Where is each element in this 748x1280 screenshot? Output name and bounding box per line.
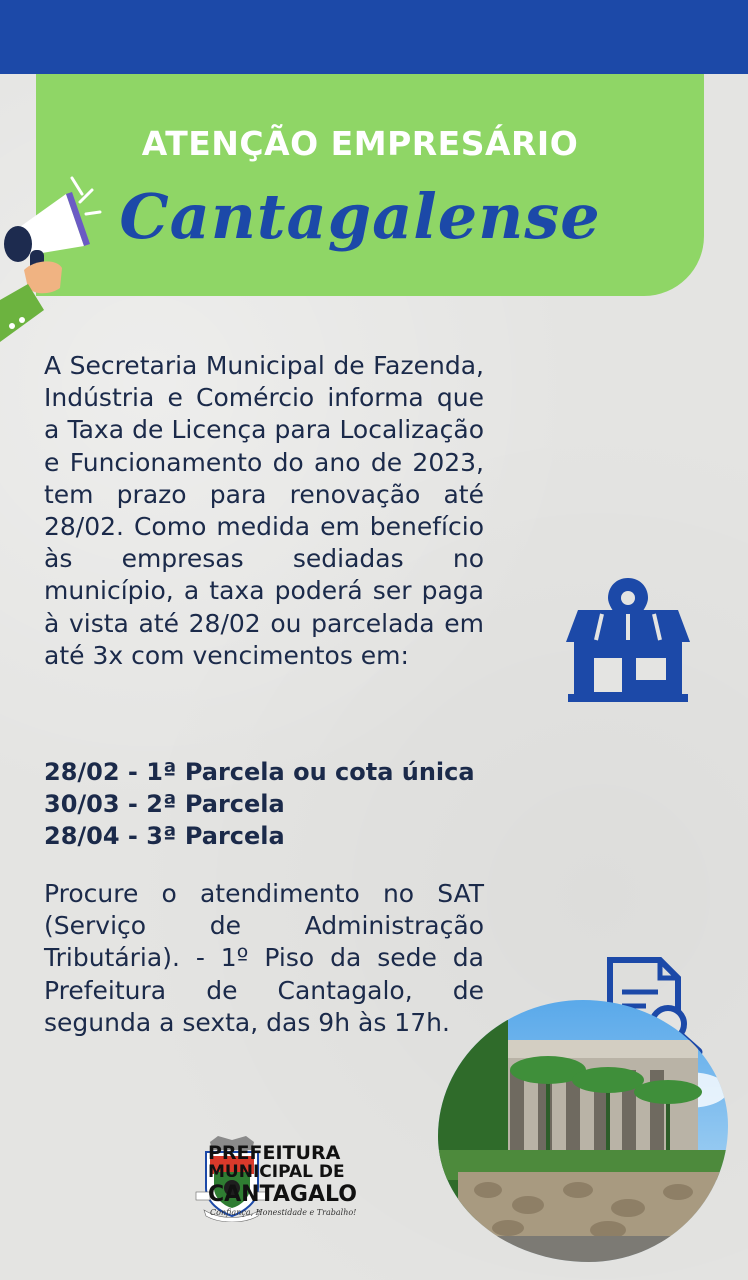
top-bar [0, 0, 748, 74]
header-title: ATENÇÃO EMPRESÁRIO [141, 124, 579, 163]
city-hall-photo [438, 1000, 728, 1262]
logo-motto: Confiança, Honestidade e Trabalho! [210, 1208, 357, 1217]
logo-text-line1: PREFEITURA [208, 1142, 341, 1164]
logo-text-line2: MUNICIPAL DE [208, 1162, 345, 1182]
logo-text-line3: CANTAGALO [208, 1182, 357, 1207]
installment-item: 28/02 - 1ª Parcela ou cota única [44, 758, 475, 786]
installment-item: 28/04 - 3ª Parcela [44, 822, 285, 850]
megaphone-icon [0, 172, 110, 362]
store-location-icon [566, 576, 694, 704]
header-subtitle: Cantagalense [119, 180, 601, 253]
body-paragraph: A Secretaria Municipal de Fazenda, Indústria e Comércio informa que a Taxa de Licença para Localização e Funcionamento do ano de 2023, tem prazo para renovação até 28/02. Como medida em benefício às empresas sediadas no município, a taxa poderá ser paga à vista até 28/02 ou parcelada em até 3x com vencimentos em: [44, 351, 484, 670]
contact-paragraph: Procure o atendimento no SAT (Serviço de Administração Tributária). - 1º Piso da sede da Prefeitura de Cantagalo, de segunda a sexta, das 9h às 17h. [44, 879, 484, 1037]
installment-item: 30/03 - 2ª Parcela [44, 790, 285, 818]
installment-schedule [44, 756, 504, 852]
